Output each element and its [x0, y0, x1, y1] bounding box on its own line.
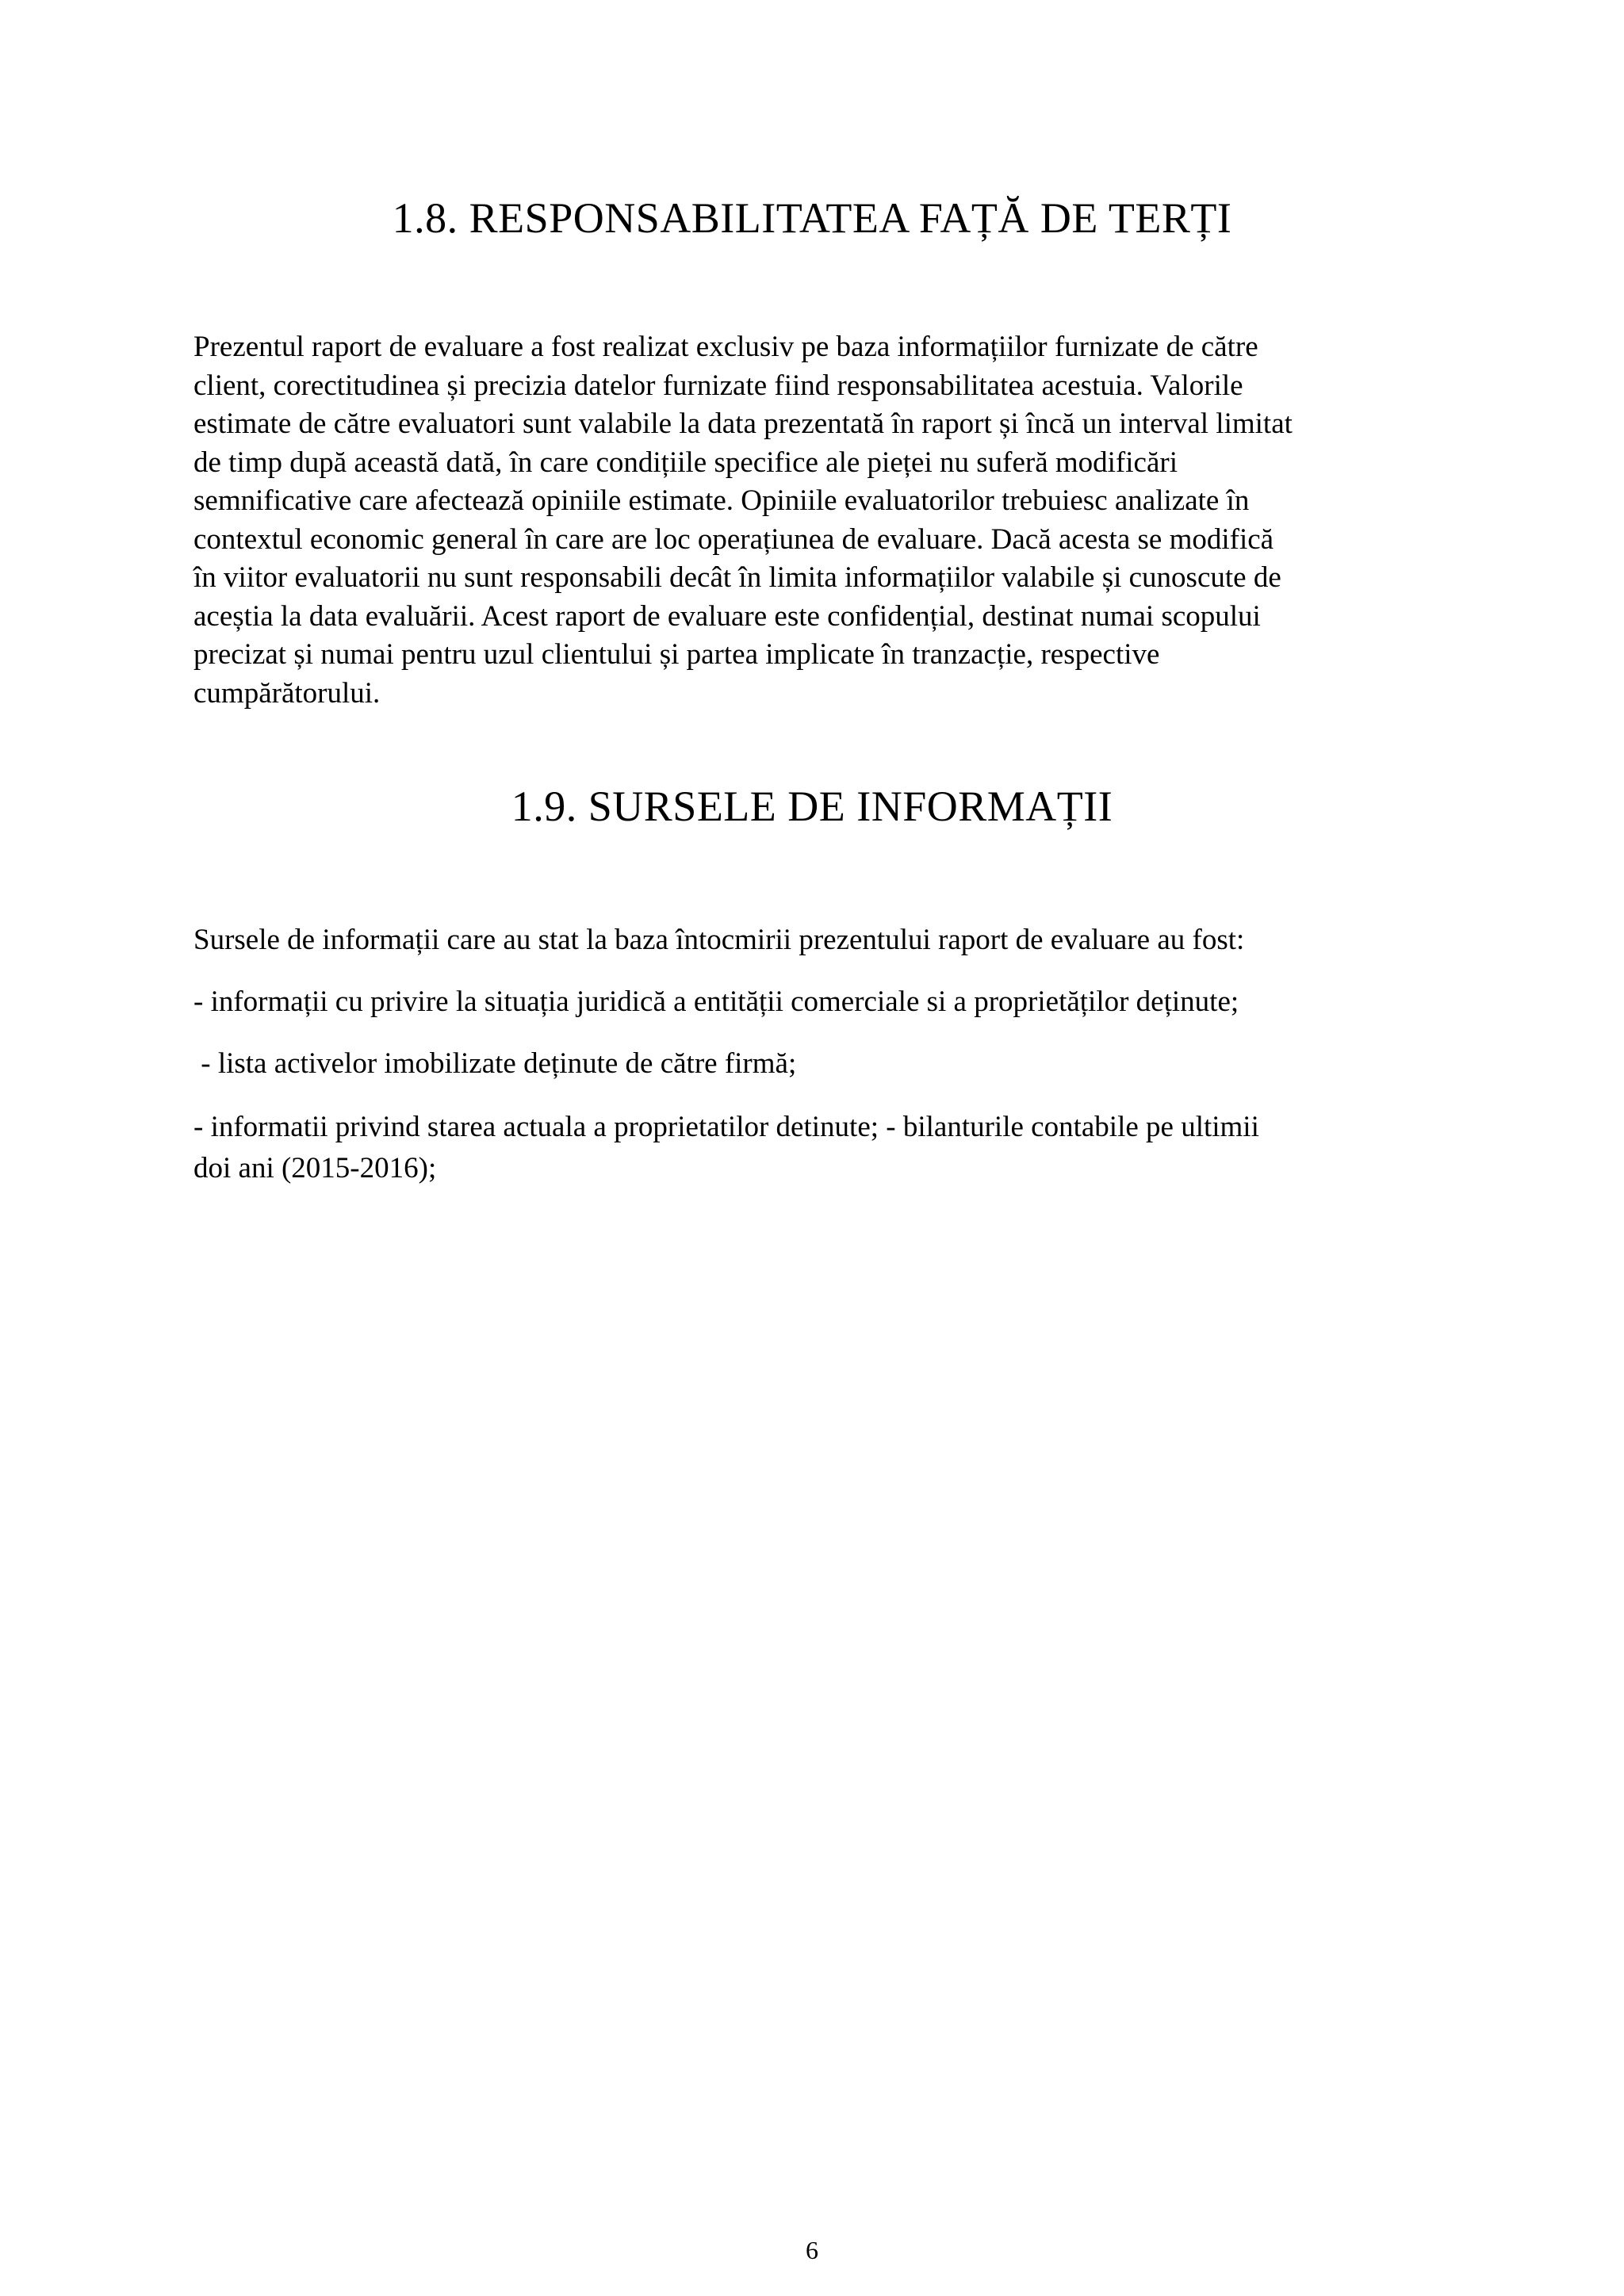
paragraph-line: de timp după această dată, în care condițiile specifice ale pieței nu suferă modificări — [193, 446, 1178, 479]
paragraph-line: precizat și numai pentru uzul clientului și partea implicate în tranzacție, respective — [193, 638, 1160, 671]
sources-list-item: - informatii privind starea actuala a proprietatilor detinute; - bilanturile contabile pe ultimii — [193, 1111, 1259, 1143]
paragraph-line: cumpărătorului. — [193, 676, 381, 710]
paragraph-line: Prezentul raport de evaluare a fost realizat exclusiv pe baza informațiilor furnizate de către — [193, 331, 1258, 363]
sources-list-item: - lista activelor imobilizate deținute de către firmă; — [193, 1047, 797, 1080]
paragraph-line: estimate de către evaluatori sunt valabile la data prezentată în raport și încă un interval limitat — [193, 408, 1293, 440]
paragraph-line: contextul economic general în care are loc operațiunea de evaluare. Dacă acesta se modifică — [193, 522, 1274, 556]
section-title-sources: 1.9. SURSELE DE INFORMAȚII — [511, 783, 1113, 830]
paragraph-line: aceștia la data evaluării. Acest raport de evaluare este confidențial, destinat numai scopului — [193, 599, 1261, 633]
responsibility-paragraph — [193, 328, 1431, 713]
paragraph-line: client, corectitudinea și precizia datelor furnizate fiind responsabilitatea acestuia. Valorile — [193, 369, 1243, 402]
sources-list-item: - informații cu privire la situația juridică a entității comerciale si a proprietăților deținute; — [193, 985, 1239, 1018]
sources-intro: Sursele de informații care au stat la baza întocmirii prezentului raport de evaluare au fost: — [193, 924, 1245, 956]
paragraph-line: semnificative care afectează opiniile estimate. Opiniile evaluatorilor trebuiesc analizate în — [193, 484, 1250, 517]
paragraph-line: în viitor evaluatorii nu sunt responsabili decât în limita informațiilor valabile și cunoscute de — [193, 561, 1281, 594]
sources-list-item-continuation: doi ani (2015-2016); — [193, 1152, 437, 1184]
section-title-responsibility: 1.8. RESPONSABILITATEA FAȚĂ DE TERȚI — [392, 194, 1232, 242]
page-number: 6 — [806, 2236, 818, 2264]
